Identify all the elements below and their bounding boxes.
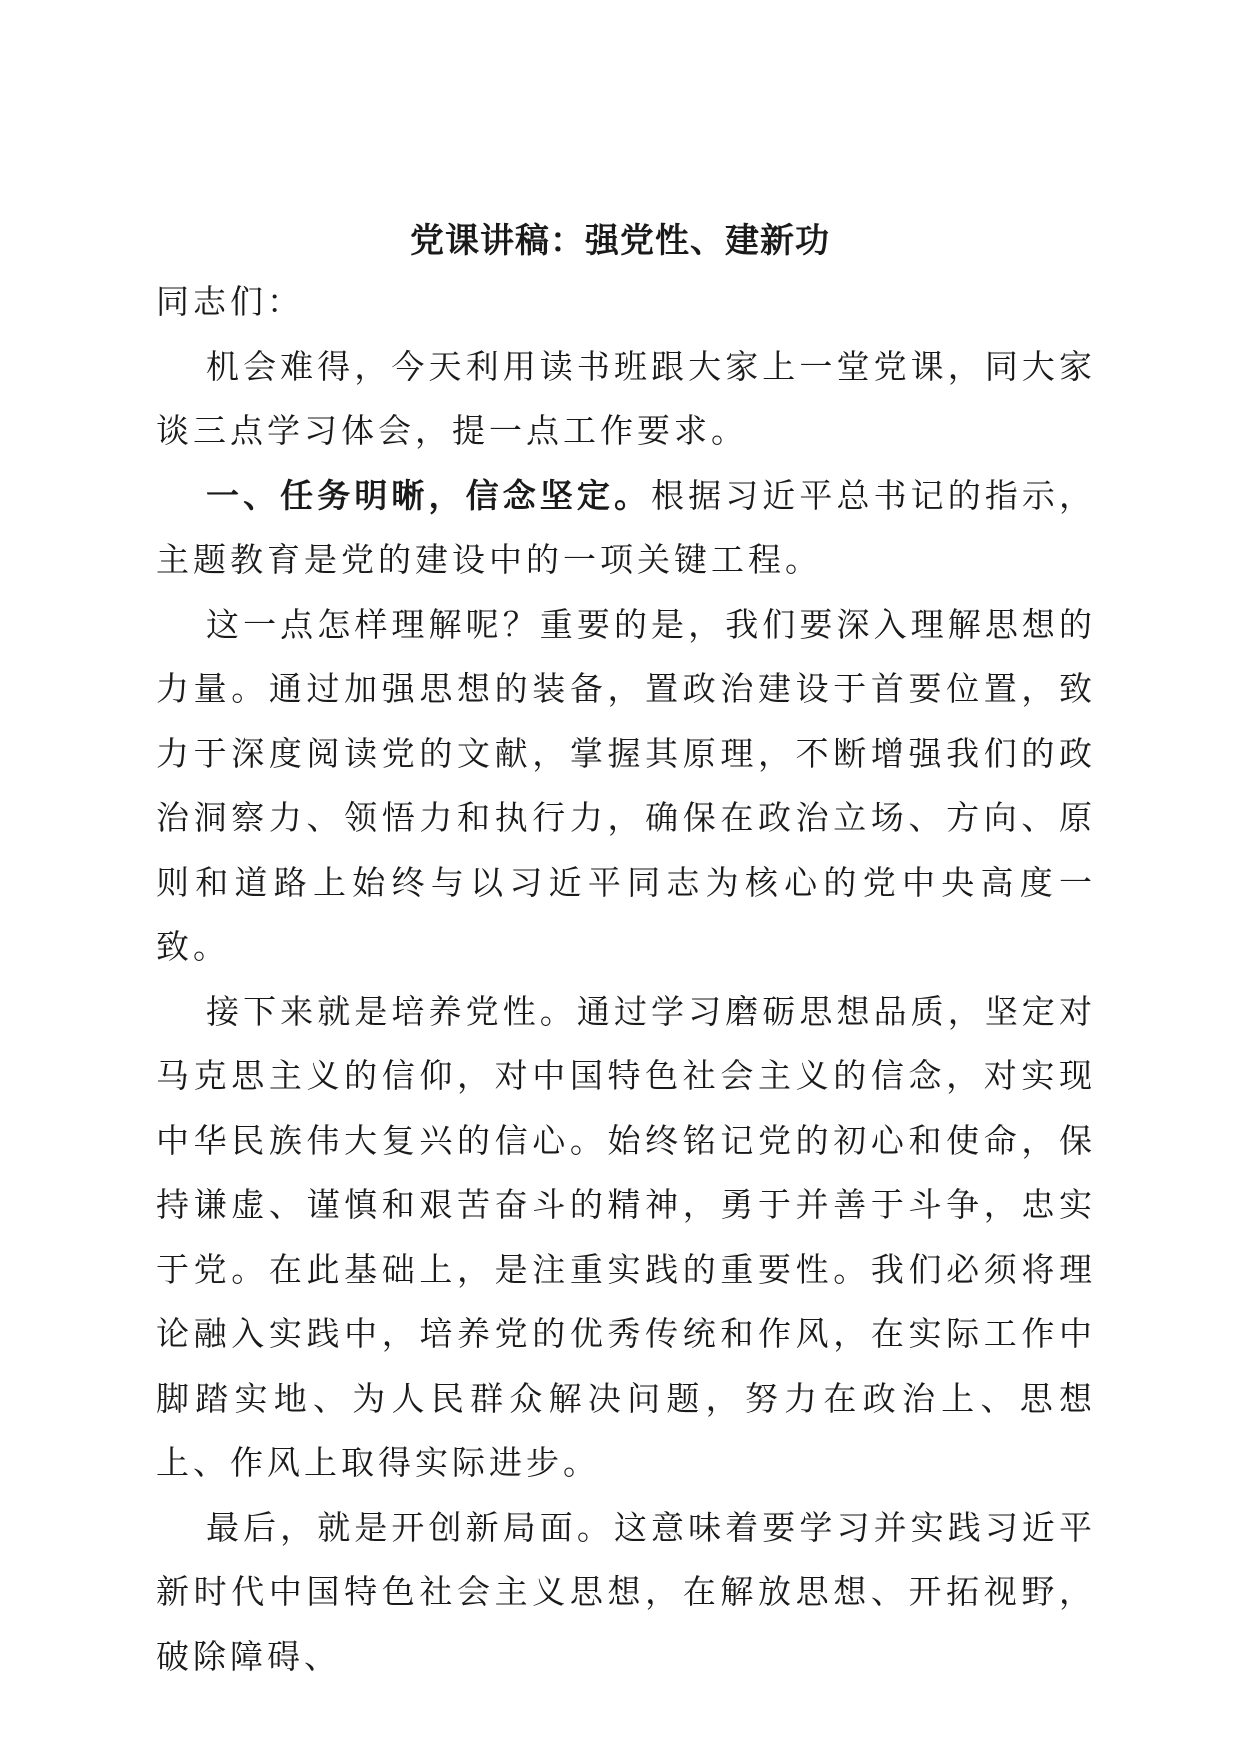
paragraph-3	[156, 593, 1096, 980]
paragraph-2-text: 根据习近平总书记的指示，主题教育是党的建设中的一项关键工程。	[156, 475, 1097, 579]
paragraph-4-text: 接下来就是培养党性。通过学习磨砺思想品质，坚定对马克思主义的信仰，对中国特色社会主义的信念，对实现中华民族伟大复兴的信心。始终铭记党的初心和使命，保持谦虚、谨慎和艰苦奋斗的精神，勇于并善于斗争，忠实于党。在此基础上，是注重实践的重要性。我们必须将理论融入实践中，培养党的优秀传统和作风，在实际工作中脚踏实地、为人民群众解决问题，努力在政治上、思想上、作风上取得实际进步。	[156, 991, 1096, 1482]
paragraph-5	[156, 1496, 1096, 1690]
section-heading-1: 一、任务明晰，信念坚定。	[206, 475, 652, 515]
paragraph-4	[156, 980, 1096, 1496]
paragraph-5-text: 最后，就是开创新局面。这意味着要学习并实践习近平新时代中国特色社会主义思想，在解放思想、开拓视野，破除障碍、	[156, 1507, 1096, 1676]
document-body	[156, 270, 1096, 1689]
salutation: 同志们：	[156, 282, 304, 321]
paragraph-2	[156, 464, 1096, 593]
document-title: 党课讲稿：强党性、建新功	[410, 221, 830, 261]
paragraph-3-text: 这一点怎样理解呢？重要的是，我们要深入理解思想的力量。通过加强思想的装备，置政治建设于首要位置，致力于深度阅读党的文献，掌握其原理，不断增强我们的政治洞察力、领悟力和执行力，确保在政治立场、方向、原则和道路上始终与以习近平同志为核心的党中央高度一致。	[156, 604, 1096, 966]
paragraph-1	[156, 335, 1096, 464]
paragraph-1-text: 机会难得，今天利用读书班跟大家上一堂党课，同大家谈三点学习体会，提一点工作要求。	[156, 346, 1096, 450]
